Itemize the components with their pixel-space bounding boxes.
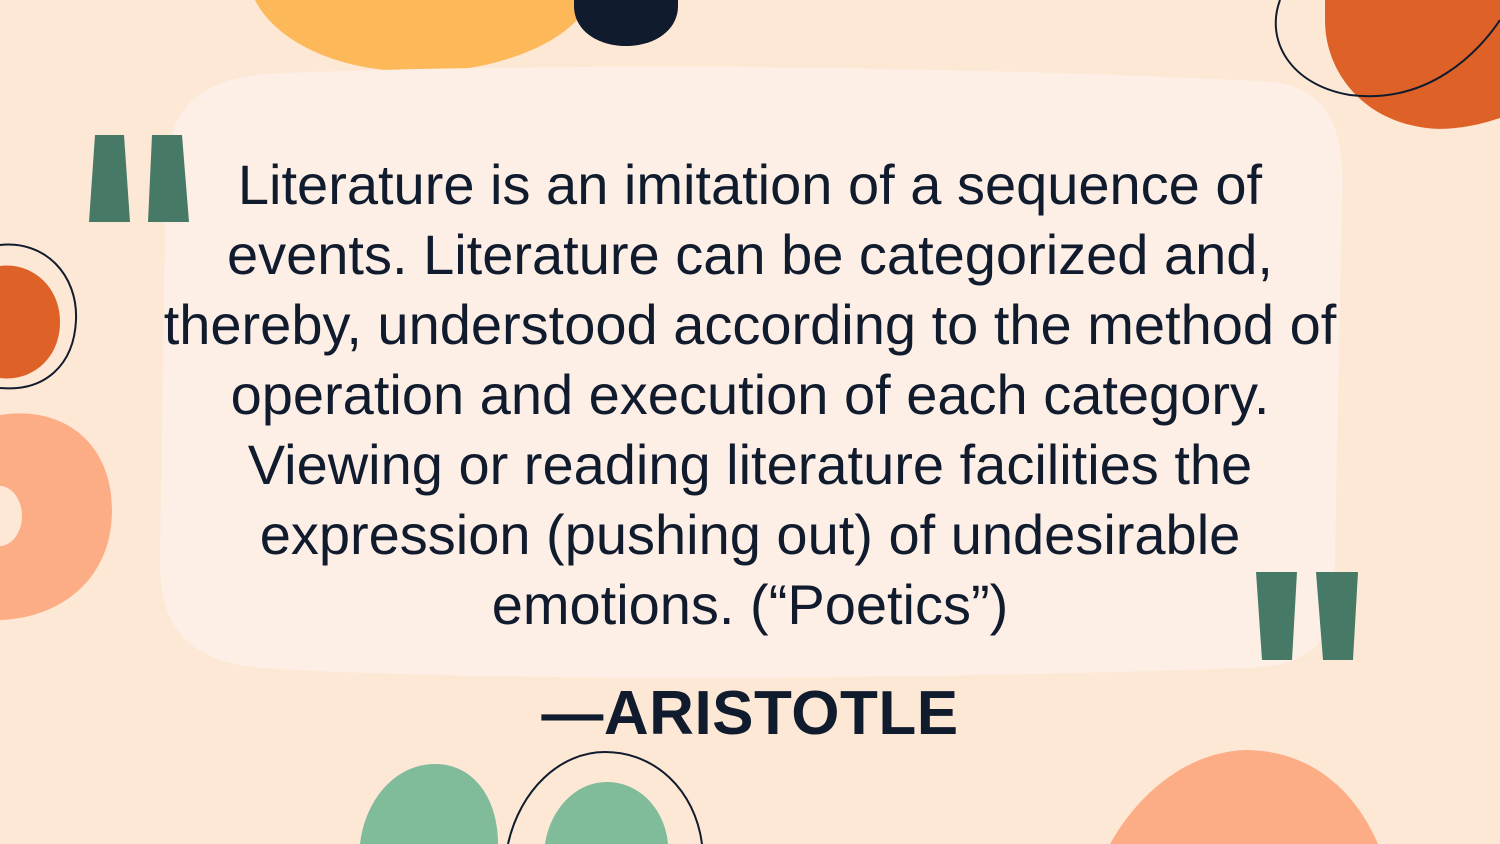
yellow-blob <box>255 0 590 72</box>
quote-text: Literature is an imitation of a sequence of events. Literature can be categorized and, thereby, understood according to the method of operation and execution of each category. Viewing or reading literature facilities the expression (pushing out) of undesirable emotions. (“Poetics”) <box>163 153 1337 636</box>
navy-semicircle <box>574 0 678 46</box>
peach-blob-bottom-right <box>1110 750 1378 844</box>
orange-blob-left <box>0 266 60 379</box>
peach-ring-left <box>0 413 112 620</box>
orange-blob-top-right <box>1325 0 1500 129</box>
green-blob-2 <box>545 782 668 844</box>
green-blob-1 <box>360 764 498 844</box>
quote-author: —ARISTOTLE <box>541 679 959 748</box>
